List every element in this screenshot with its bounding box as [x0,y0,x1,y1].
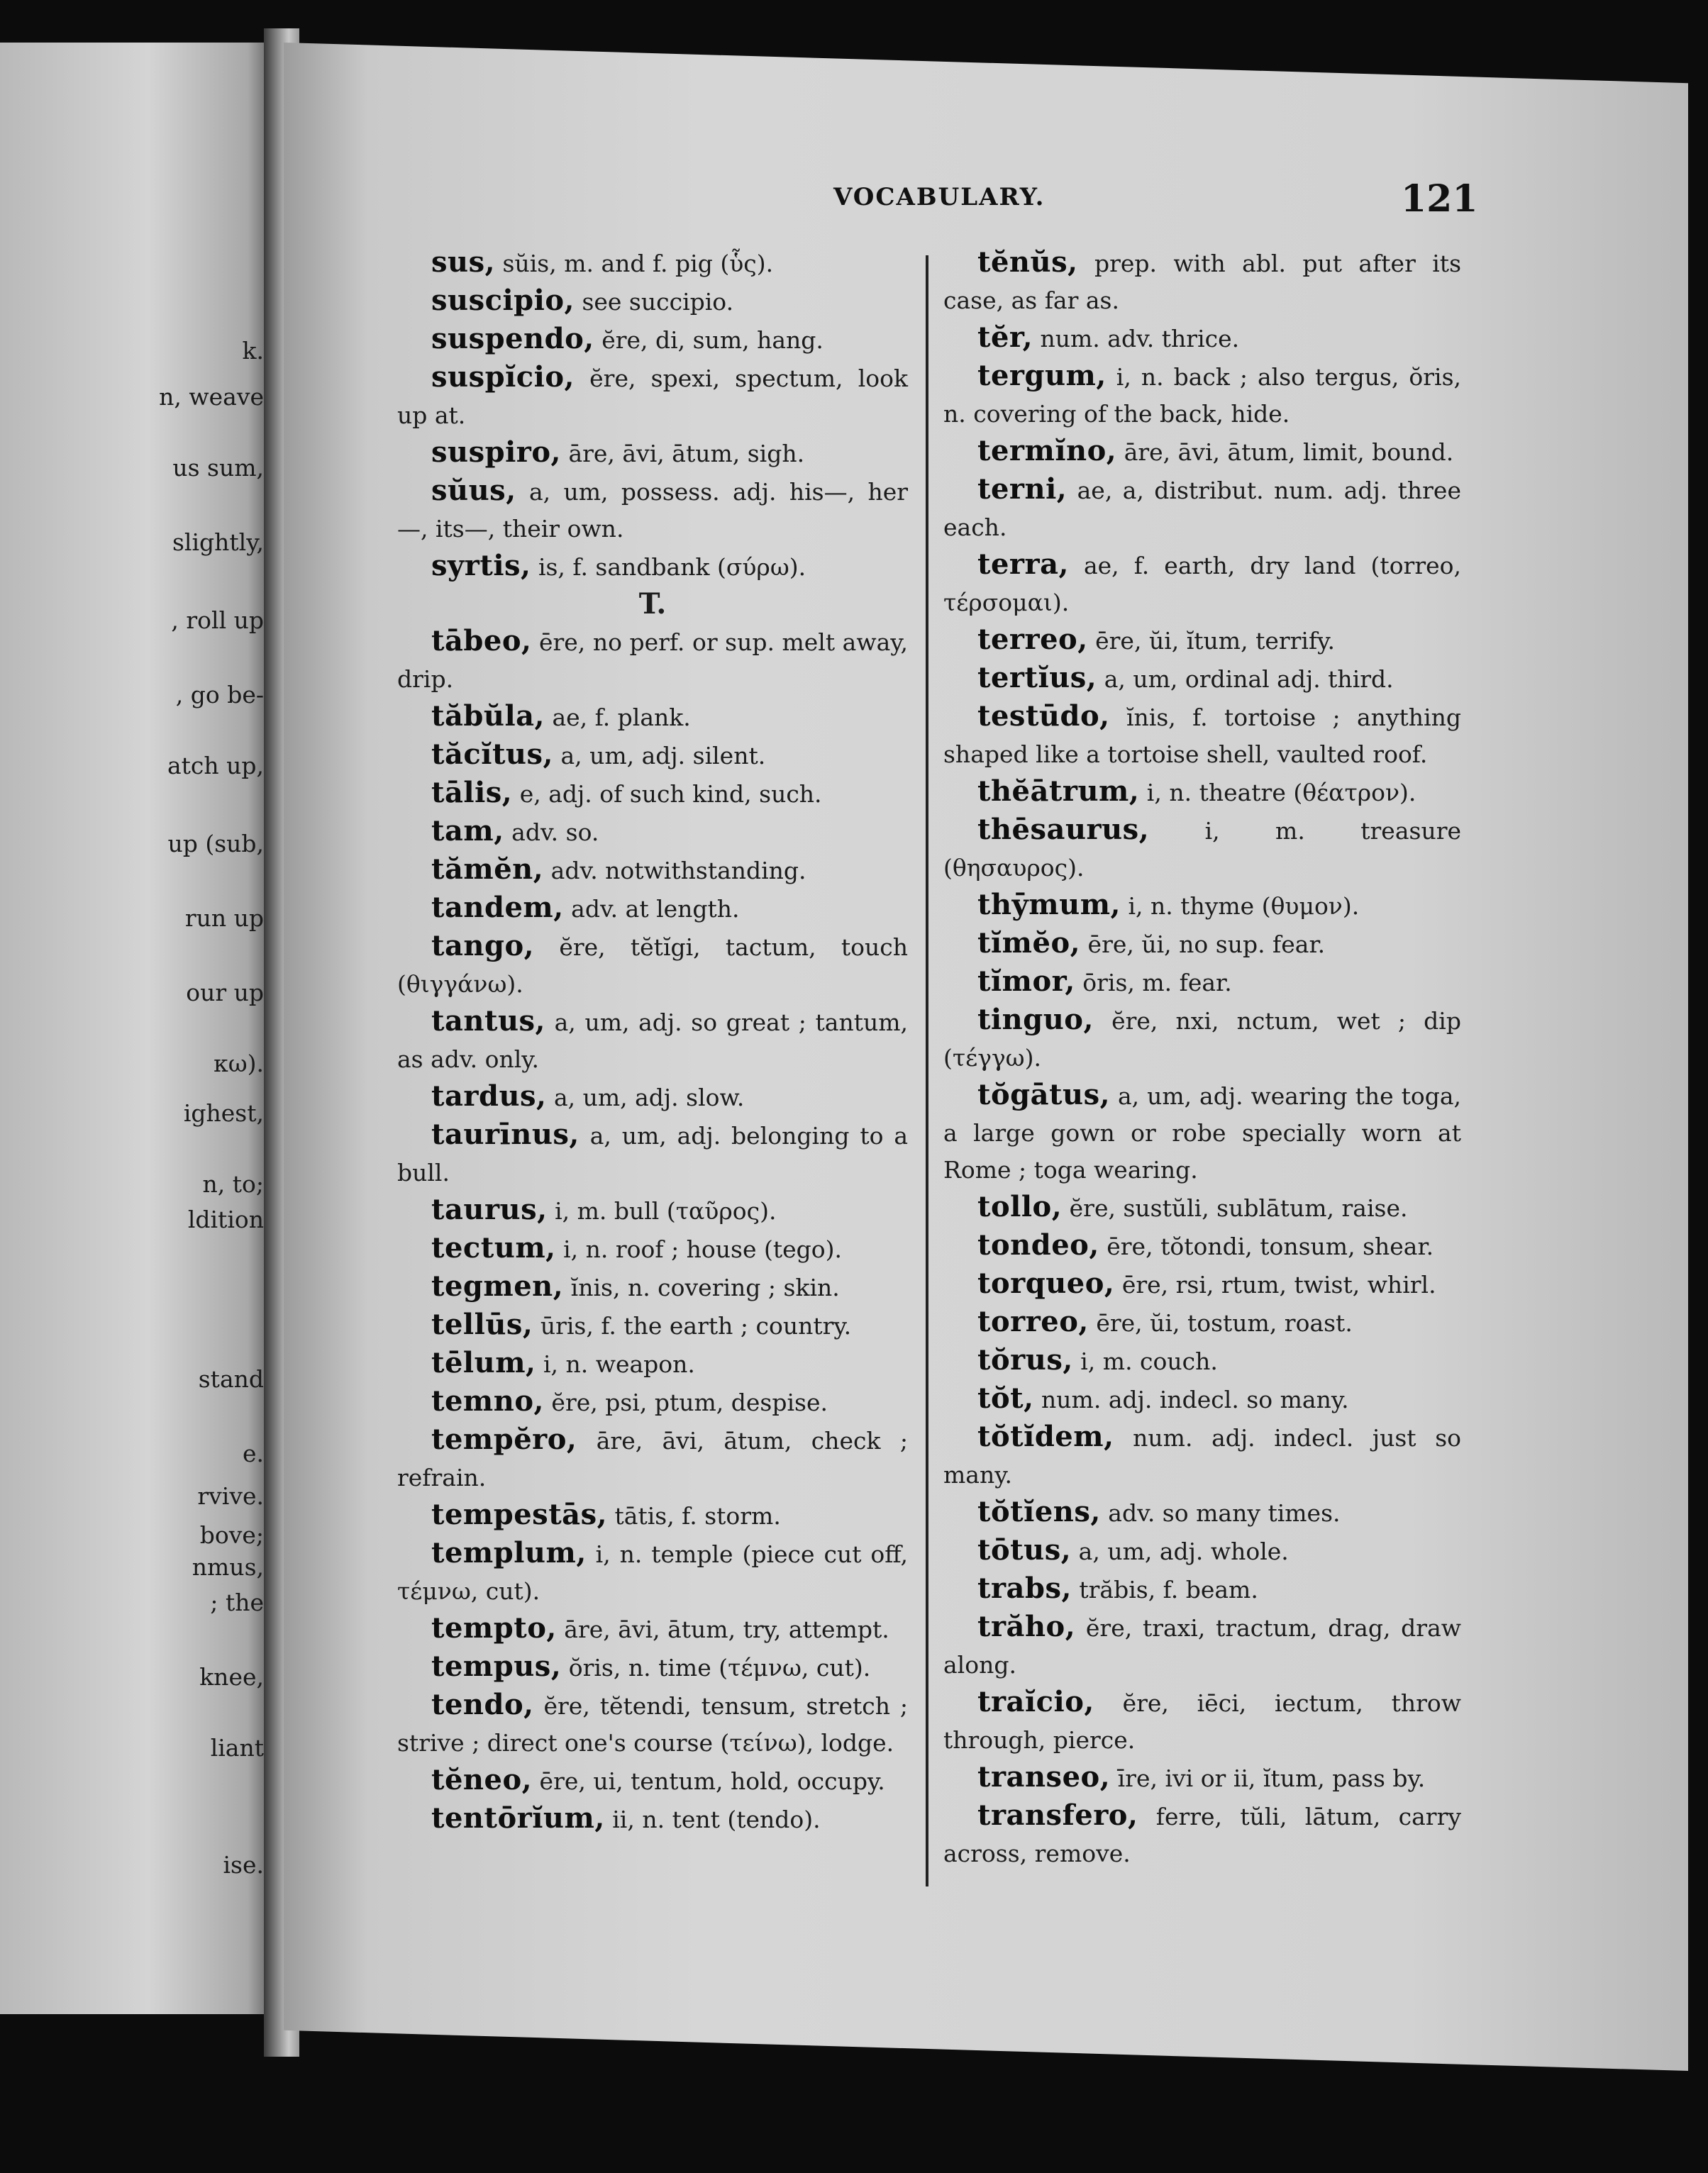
entry-headword: tŏrus, [977,1343,1073,1377]
entry-definition: a, um, adj. belonging to a bull. [397,1122,908,1186]
entry-definition: ŏris, n. time (τέμνω, cut). [561,1654,871,1682]
vocab-entry [943,1342,1461,1380]
vocab-entry [943,1759,1461,1797]
entry-headword: tĕnŭs, [977,245,1078,279]
entry-headword: torreo, [977,1305,1089,1338]
vocab-entry [397,1762,908,1800]
entry-headword: sŭus, [431,474,516,507]
vocab-entry [943,925,1461,963]
entry-headword: tĕneo, [431,1763,533,1796]
vocab-entry [943,1532,1461,1570]
entry-definition: ĕre, tĕtendi, tensum, stretch ; strive ; direct one's course (τείνω), lodge. [397,1692,908,1757]
entry-definition: a, um, adj. so great ; tantum, as adv. only. [397,1008,908,1073]
entry-headword: tempĕro, [431,1423,577,1456]
vocab-entry [943,963,1461,1001]
entry-headword: tandem, [431,891,564,924]
entry-headword: tentōrĭum, [431,1801,605,1835]
right-column [943,244,1461,1872]
entry-headword: tam, [431,814,504,847]
entry-definition: adv. so many times. [1100,1499,1341,1527]
entry-definition: ēre, ŭi, no sup. fear. [1080,930,1326,958]
entry-headword: tĭmor, [977,965,1075,998]
entry-definition: ae, f. earth, dry land (torreo, τέρσομαι). [943,552,1461,616]
entry-headword: tŏtĭens, [977,1495,1101,1528]
left-page-fragment: ise. [223,1851,264,1879]
entry-headword: sus, [431,245,496,279]
vocab-entry [943,1608,1461,1684]
entry-headword: tempto, [431,1611,557,1645]
entry-definition: ĕre, iēci, iectum, throw through, pierce. [943,1689,1461,1754]
vocab-entry [943,1797,1461,1872]
entry-definition: ii, n. tent (tendo). [604,1806,821,1833]
left-page-fragment: up (sub, [167,830,264,857]
left-page-fragment: e. [242,1440,264,1467]
left-page-fragment: slightly, [172,528,264,556]
entry-definition: ĕre, sustŭli, sublātum, raise. [1062,1194,1408,1222]
entry-definition: adv. at length. [563,895,740,923]
entry-headword: suspiro, [431,435,561,469]
entry-definition: ĕre, tĕtĭgi, tactum, touch (θιγγάνω). [397,933,908,998]
running-header: VOCABULARY. [833,183,1046,211]
entry-definition: āre, āvi, ātum, check ; refrain. [397,1427,908,1491]
left-page-fragment: rvive. [197,1482,264,1510]
vocab-entry [397,1383,908,1421]
entry-headword: trabs, [977,1572,1072,1605]
entry-headword: termĭno, [977,434,1117,467]
entry-headword: thēsaurus, [977,813,1150,846]
entry-headword: taurīnus, [431,1118,580,1151]
entry-definition: i, n. roof ; house (tego). [555,1235,843,1263]
entry-definition: āre, āvi, ātum, try, attempt. [556,1616,889,1643]
entry-headword: syrtis, [431,549,531,582]
vocab-entry [397,1421,908,1496]
vocab-entry [943,244,1461,319]
vocab-entry [397,548,908,586]
left-page-fragment: stand [198,1365,264,1393]
entry-headword: tŏgātus, [977,1078,1111,1111]
vocab-entry [397,813,908,851]
vocab-entry [397,928,908,1003]
entry-definition: i, m. bull (ταῦρος). [547,1197,777,1225]
vocab-entry [397,1345,908,1383]
entry-headword: tămĕn, [431,852,544,886]
vocab-entry [943,1304,1461,1342]
left-column [397,244,908,1838]
entry-headword: tinguo, [977,1003,1094,1036]
vocab-entry [397,1496,908,1535]
entry-definition: ēre, ui, tentum, hold, occupy. [532,1767,885,1795]
entry-definition: sŭis, m. and f. pig (ὗς). [495,250,774,277]
vocab-entry [943,471,1461,546]
entry-definition: ĕre, traxi, tractum, drag, draw along. [943,1614,1461,1679]
vocab-entry [397,1230,908,1268]
entry-definition: ēre, ŭi, tostum, roast. [1088,1309,1353,1337]
vocab-entry [943,811,1461,887]
entry-headword: tellūs, [431,1308,533,1341]
entry-headword: tempestās, [431,1498,608,1531]
entry-headword: suspĭcio, [431,360,575,394]
vocab-entry [943,433,1461,471]
left-page-fragment: nmus, [192,1553,264,1581]
column-divider [926,255,928,1886]
page-number: 121 [1401,177,1478,221]
entry-headword: terra, [977,548,1069,581]
entry-headword: tango, [431,929,535,962]
vocab-entry [943,1189,1461,1227]
entry-definition: a, um, adj. slow. [546,1084,745,1111]
vocab-entry [943,1380,1461,1418]
entry-headword: torqueo, [977,1267,1115,1300]
left-page-fragment: n, to; [202,1170,264,1198]
entry-definition: is, f. sandbank (σύρω). [531,553,806,581]
vocab-entry [397,1078,908,1116]
entry-headword: thĕātrum, [977,774,1140,808]
vocab-entry [943,621,1461,660]
vocab-entry [943,357,1461,433]
entry-definition: ĕre, psi, ptum, despise. [543,1389,828,1416]
left-page-fragment: our up [186,979,264,1006]
vocab-entry [943,1227,1461,1265]
left-page-fragment: knee, [199,1663,264,1691]
vocab-entry [943,1494,1461,1532]
vocab-entry [943,1001,1461,1077]
vocab-entry [397,321,908,359]
entry-definition: ferre, tŭli, lātum, carry across, remove. [943,1803,1461,1867]
entry-headword: temno, [431,1384,544,1418]
entry-headword: tŏt, [977,1382,1034,1415]
vocab-entry [943,773,1461,811]
entry-definition: tātis, f. storm. [607,1502,781,1530]
entry-headword: tĕr, [977,321,1033,354]
vocab-entry [397,1800,908,1838]
entry-definition: ae, a, distribut. num. adj. three each. [943,477,1461,541]
left-page-fragment: liant [210,1734,264,1762]
vocab-entry [397,623,908,698]
entry-headword: taurus, [431,1193,548,1226]
entry-headword: thȳmum, [977,888,1121,921]
vocab-entry [397,434,908,472]
entry-definition: īre, ivi or ii, ĭtum, pass by. [1110,1764,1426,1792]
vocab-entry [397,1535,908,1610]
entry-headword: tondeo, [977,1228,1099,1262]
entry-headword: suscipio, [431,284,575,317]
entry-definition: i, n. weapon. [536,1350,695,1378]
entry-definition: a, um, adj. silent. [553,742,766,769]
entry-headword: tertĭus, [977,661,1097,694]
vocab-entry [943,887,1461,925]
entry-headword: tăcĭtus, [431,738,553,771]
entry-definition: ĭnis, n. covering ; skin. [563,1274,840,1301]
entry-headword: tĭmĕo, [977,926,1081,960]
entry-definition: ēre, ŭi, ĭtum, terrify. [1087,627,1335,655]
vocab-entry [397,851,908,889]
entry-definition: num. adj. indecl. so many. [1033,1386,1349,1413]
vocab-entry [397,1306,908,1345]
entry-definition: ēre, tŏtondi, tonsum, shear. [1099,1233,1434,1260]
vocab-entry [397,736,908,774]
left-page-fragment: k. [242,337,264,365]
entry-headword: tempus, [431,1650,562,1683]
entry-headword: terni, [977,472,1068,506]
entry-definition: adv. so. [504,818,599,846]
entry-definition: ĭnis, f. tortoise ; anything shaped like a tortoise shell, vaulted roof. [943,704,1461,768]
left-page [0,43,270,2014]
vocab-entry [397,774,908,813]
entry-headword: trăho, [977,1610,1076,1643]
vocab-entry [397,889,908,928]
entry-definition: see succipio. [574,288,734,316]
vocab-entry [943,1077,1461,1189]
entry-definition: num. adv. thrice. [1033,325,1240,352]
entry-definition: adv. notwithstanding. [543,857,806,884]
entry-definition: ĕre, nxi, nctum, wet ; dip (τέγγω). [943,1007,1461,1072]
entry-definition: a, um, ordinal adj. third. [1097,665,1394,693]
entry-headword: tegmen, [431,1269,564,1303]
vocab-entry [397,1191,908,1230]
entry-definition: i, m. treasure (θησαυρος). [943,817,1461,882]
vocab-entry [943,546,1461,621]
left-page-fragment: ighest, [183,1099,264,1127]
entry-headword: templum, [431,1536,587,1569]
entry-definition: ĕre, spexi, spectum, look up at. [397,365,908,429]
entry-definition: ōris, m. fear. [1075,969,1232,996]
entry-headword: tectum, [431,1231,556,1265]
entry-definition: a, um, adj. whole. [1071,1538,1289,1565]
entry-definition: ĕre, di, sum, hang. [594,326,824,354]
entry-definition: ūris, f. the earth ; country. [533,1312,852,1340]
entry-headword: transfero, [977,1799,1138,1832]
section-letter [397,586,908,623]
entry-definition: i, n. temple (piece cut off, τέμνω, cut). [397,1540,908,1605]
left-page-fragment: ; the [210,1589,264,1616]
vocab-entry [943,660,1461,698]
entry-definition: i, n. thyme (θυμον). [1120,892,1360,920]
vocab-entry [397,1268,908,1306]
vocab-entry [397,1610,908,1648]
vocab-entry [943,1418,1461,1494]
left-page-fragment: ldition [187,1206,264,1233]
entry-headword: transeo, [977,1760,1111,1794]
entry-headword: suspendo, [431,322,594,355]
left-page-fragment: κω). [214,1050,264,1077]
vocab-entry [943,1684,1461,1759]
entry-definition: ēre, no perf. or sup. melt away, drip. [397,628,908,693]
vocab-entry [397,1116,908,1191]
entry-definition: e, adj. of such kind, such. [512,780,822,808]
entry-headword: tŏtĭdem, [977,1420,1114,1453]
vocab-entry [943,1265,1461,1304]
entry-definition: ēre, rsi, rtum, twist, whirl. [1114,1271,1436,1299]
entry-headword: tergum, [977,359,1107,392]
entry-definition: āre, āvi, ātum, sigh. [560,440,805,467]
entry-definition: i, m. couch. [1072,1347,1218,1375]
vocab-entry [397,472,908,548]
entry-headword: tardus, [431,1079,547,1113]
entry-definition: i, n. back ; also tergus, ŏris, n. covering of the back, hide. [943,363,1461,428]
left-page-fragment: run up [184,904,264,932]
entry-headword: tantus, [431,1004,545,1038]
entry-headword: tōtus, [977,1533,1072,1567]
vocab-entry [397,1003,908,1078]
entry-definition: ae, f. plank. [544,704,691,731]
vocab-entry [397,1686,908,1762]
vocab-entry [943,319,1461,357]
left-page-fragment: atch up, [167,752,264,779]
left-page-fragment: , go be- [175,681,264,708]
left-page-fragment: n, weave [159,383,264,411]
entry-headword: tēlum, [431,1346,536,1379]
left-page-fragment: bove; [199,1521,264,1549]
entry-definition: a, um, adj. wearing the toga, a large gown or robe specially worn at Rome ; toga wearing. [943,1082,1461,1184]
entry-definition: a, um, possess. adj. his—, her —, its—, their own. [397,478,908,543]
entry-headword: T. [638,587,667,621]
left-page-fragment: , roll up [171,606,264,634]
entry-headword: terreo, [977,623,1088,656]
left-page-fragment: us sum, [172,454,264,482]
vocab-entry [943,1570,1461,1608]
vocab-entry [397,359,908,434]
entry-headword: tālis, [431,776,513,809]
vocab-entry [397,698,908,736]
entry-definition: trăbis, f. beam. [1071,1576,1258,1604]
entry-definition: āre, āvi, ātum, limit, bound. [1116,438,1454,466]
entry-headword: traĭcio, [977,1685,1094,1718]
entry-headword: tendo, [431,1688,534,1721]
vocab-entry [397,244,908,282]
vocab-entry [397,1648,908,1686]
entry-definition: num. adj. indecl. just so many. [943,1424,1461,1489]
entry-headword: testūdo, [977,699,1110,733]
entry-definition: i, n. theatre (θέατρον). [1139,779,1416,806]
entry-definition: prep. with abl. put after its case, as far as. [943,250,1461,314]
entry-headword: tābeo, [431,624,532,657]
vocab-entry [943,698,1461,773]
vocab-entry [397,282,908,321]
entry-headword: tollo, [977,1190,1063,1223]
entry-headword: tăbŭla, [431,699,545,733]
